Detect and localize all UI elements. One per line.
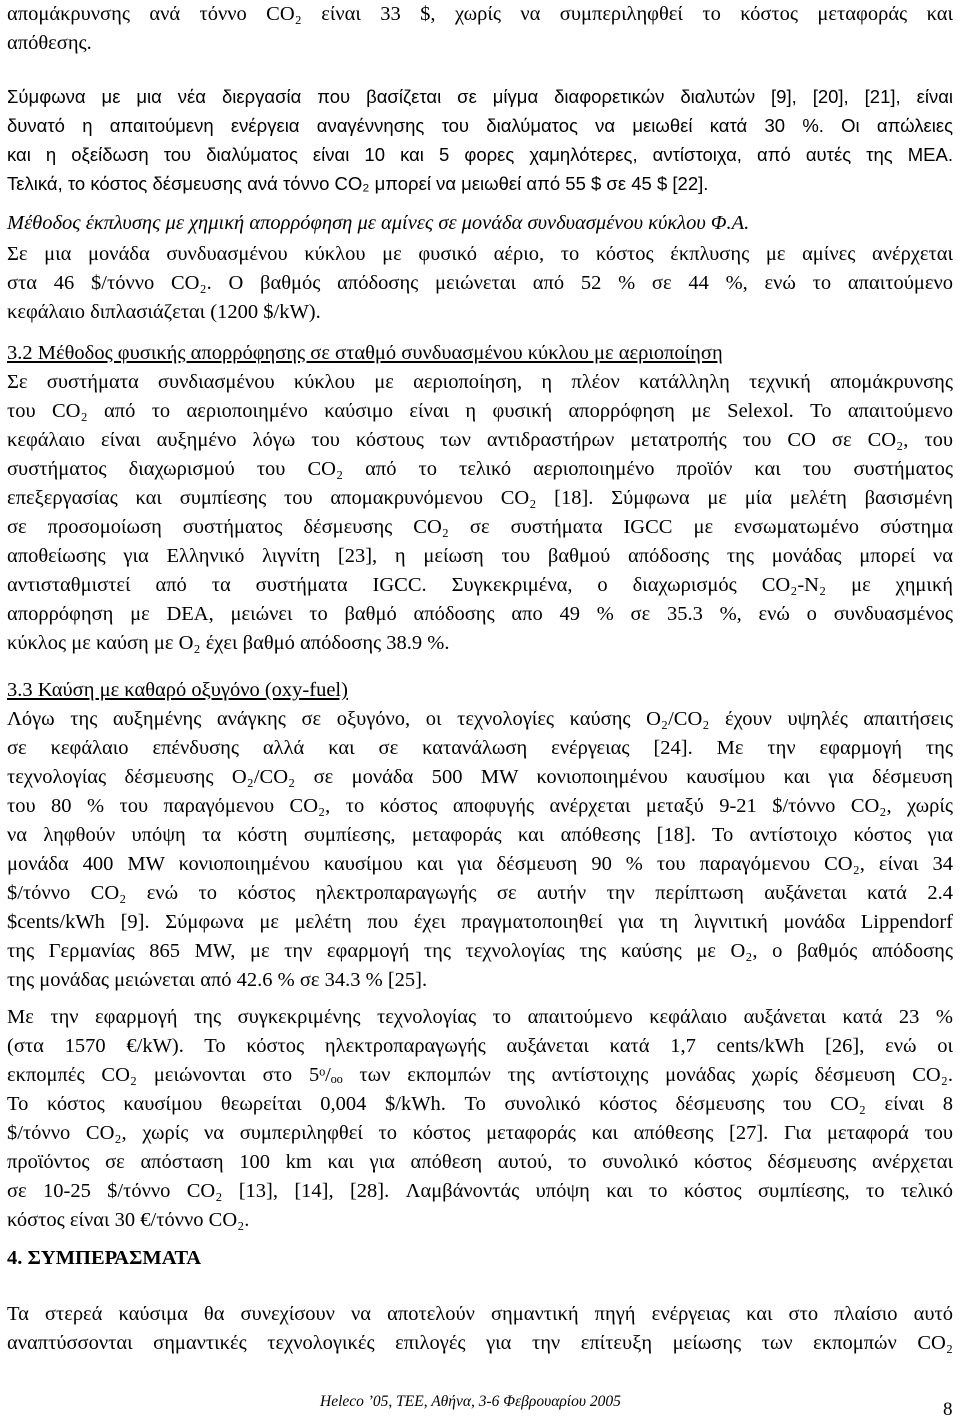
text-line: Λόγω της αυξημένης ανάγκης σε οξυγόνο, οι τεχνολογίες καύσης O₂/CO₂ έχουν υψηλές απαιτήσεις (7, 708, 953, 730)
section-heading: 3.2 Μέθοδος φυσικής απορρόφησης σε σταθμό συνδυασμένου κύκλου με αεριοποίηση (7, 342, 723, 364)
text-line: αντισταθμιστεί από τα συστήματα IGCC. Συγκεκριμένα, ο διαχωρισμός CO₂-N₂ με χημική (7, 574, 953, 596)
text-line: Τα στερεά καύσιμα θα συνεχίσουν να αποτελούν σημαντική πηγή ενέργειας και στο πλαίσιο αυτό (7, 1303, 953, 1325)
text-line: κύκλος με καύση με O₂ έχει βαθμό απόδοσης 38.9 %. (7, 632, 450, 654)
amines-subheading: Μέθοδος έκπλυσης με χημική απορρόφηση με αμίνες σε μονάδα συνδυασμένου κύκλου Φ.Α. (7, 212, 750, 234)
section-3-2 (7, 339, 953, 658)
text-line: Σύμφωνα με μια νέα διεργασία που βασίζεται σε μίγμα διαφορετικών διαλυτών [9], [20], [21], είναι (7, 86, 953, 107)
text-line: σε 10-25 $/τόννο CO₂ [13], [14], [28]. Λαμβάνοντάς υπόψη και το κόστος συμπίεσης, το τελικό (7, 1180, 953, 1202)
text-line: να ληφθούν υπόψη τα κόστη συμπίεσης, μεταφοράς και απόθεσης [18]. Το αντίστοιχο κόστος για (7, 824, 953, 846)
text-line: της μονάδας μειώνεται από 42.6 % σε 34.3 % [25]. (7, 969, 428, 991)
text-line: του CO₂ από το αεριοποιημένο καύσιμο είναι η φυσική απορρόφηση με Selexol. Το απαιτούμενο (7, 400, 953, 422)
text-line: $/τόννο CO₂ ενώ το κόστος ηλεκτροπαραγωγής σε αυτήν την περίπτωση αυξάνεται κατά 2.4 (7, 882, 953, 904)
section-3-3 (7, 676, 953, 995)
text-line: στα 46 $/τόννο CO₂. Ο βαθμός απόδοσης μειώνεται από 52 % σε 44 %, ενώ το απαιτούμενο (7, 272, 953, 294)
amines-paragraph (7, 240, 953, 327)
text-line: απορρόφηση με DEA, μειώνει το βαθμό απόδοσης απο 49 % σε 35.3 %, ενώ ο συνδυασμένος (7, 603, 953, 625)
text-line: σε προσομοίωση συστήματος δέσμευσης CO₂ σε συστήματα IGCC με ενσωματωμένο σύστημα (7, 516, 953, 538)
page-footer: Heleco ’05, ΤΕΕ, Αθήνα, 3-6 Φεβρουαρίου 2005 (320, 1393, 621, 1410)
text-line: Σε συστήματα συνδιασμένου κύκλου με αεριοποίηση, η πλέον κατάλληλη τεχνική απομάκρυνσης (7, 371, 953, 393)
section-4 (7, 1300, 953, 1358)
text-line: Σε μια μονάδα συνδυασμένου κύκλου με φυσικό αέριο, το κόστος έκπλυσης με αμίνες ανέρχεται (7, 243, 953, 265)
text-line: Με την εφαρμογή της συγκεκριμένης τεχνολογίας το απαιτούμενο κεφάλαιο αυξάνεται κατά 23 % (7, 1006, 953, 1028)
amines-subheading-block (7, 209, 953, 238)
text-line: αποθείωσης για Ελληνικό λιγνίτη [23], η μείωση του βαθμού απόδοσης της μονάδας μπορεί να (7, 545, 953, 567)
solvent-paragraph (7, 82, 953, 198)
text-line: αναπτύσσονται σημαντικές τεχνολογικές επιλογές για την επίτευξη μείωσης των εκπομπών CO₂ (7, 1332, 953, 1354)
text-line: σε κεφάλαιο επένδυσης αλλά και σε κατανάλωση ενέργειας [24]. Με την εφαρμογή της (7, 737, 953, 759)
text-line: εκπομπές CO₂ μειώνονται στο 5ᵒ/ₒₒ των εκπομπών της αντίστοιχης μονάδας χωρίς δέσμευση CO₂. (7, 1064, 953, 1086)
text-line: απομάκρυνσης ανά τόννο CO₂ είναι 33 $, χωρίς να συμπεριληφθεί το κόστος μεταφοράς και (7, 3, 953, 25)
text-line: του 80 % του παραγόμενου CO₂, το κόστος αποφυγής ανέρχεται μεταξύ 9-21 $/τόννο CO₂, χωρίς (7, 795, 953, 817)
section-4-heading-block (7, 1244, 953, 1273)
text-line: απόθεσης. (7, 32, 92, 54)
top-paragraph (7, 0, 953, 58)
text-line: Το κόστος καυσίμου θεωρείται 0,004 $/kWh. Το συνολικό κόστος δέσμευσης του CO₂ είναι 8 (7, 1093, 953, 1115)
text-line: Τελικά, το κόστος δέσμευσης ανά τόννο CO₂ μπορεί να μειωθεί από 55 $ σε 45 $ [22]. (7, 173, 709, 194)
text-line: δυνατό η απαιτούμενη ενέργεια αναγέννησης του διαλύματος να μειωθεί κατά 30 %. Οι απώλειες (7, 115, 953, 136)
text-line: κεφάλαιο είναι αυξημένο λόγω του κόστους των αντιδραστήρων μετατροπής του CO σε CO₂, του (7, 429, 953, 451)
text-line: κόστος είναι 30 €/τόννο CO₂. (7, 1209, 250, 1231)
section-heading: 4. ΣΥΜΠΕΡΑΣΜΑΤΑ (7, 1247, 202, 1269)
section-heading: 3.3 Καύση με καθαρό οξυγόνο (oxy-fuel) (7, 679, 348, 701)
text-line: της Γερμανίας 865 MW, με την εφαρμογή της τεχνολογίας της καύσης με O₂, ο βαθμός απόδοσης (7, 940, 953, 962)
text-line: τεχνολογίας δέσμευσης O₂/CO₂ σε μονάδα 500 MW κονιοποιημένου καυσίμου και για δέσμευση (7, 766, 953, 788)
text-line: μονάδα 400 MW κονιοποιημένου καυσίμου και για δέσμευση 90 % του παραγόμενου CO₂, είναι 34 (7, 853, 953, 875)
text-line: $cents/kWh [9]. Σύμφωνα με μελέτη που έχει πραγματοποιηθεί για τη λιγνιτική μονάδα Lippendorf (7, 911, 953, 933)
text-line: και η οξείδωση του διαλύματος είναι 10 και 5 φορες χαμηλότερες, αντίστοιχα, από αυτές της ΜΕΑ. (7, 144, 953, 165)
text-line: προϊόντος σε απόσταση 100 km και για απόθεση αυτού, το συνολικό κόστος δέσμευσης ανέρχεται (7, 1151, 953, 1173)
text-line: επεξεργασίας και συμπίεσης του απομακρυνόμενου CO₂ [18]. Σύμφωνα με μία μελέτη βασισμένη (7, 487, 953, 509)
cost-paragraph (7, 1003, 953, 1235)
page-number: 8 (943, 1399, 953, 1420)
text-line: (στα 1570 €/kW). Το κόστος ηλεκτροπαραγωγής αυξάνεται κατά 1,7 cents/kWh [26], ενώ οι (7, 1035, 953, 1057)
text-line: συστήματος διαχωρισμού του CO₂ από το τελικό αεριοποιημένο προϊόν και του συστήματος (7, 458, 953, 480)
text-line: $/τόννο CO₂, χωρίς να συμπεριληφθεί το κόστος μεταφοράς και απόθεσης [27]. Για μεταφορά του (7, 1122, 953, 1144)
text-line: κεφάλαιο διπλασιάζεται (1200 $/kW). (7, 301, 321, 323)
